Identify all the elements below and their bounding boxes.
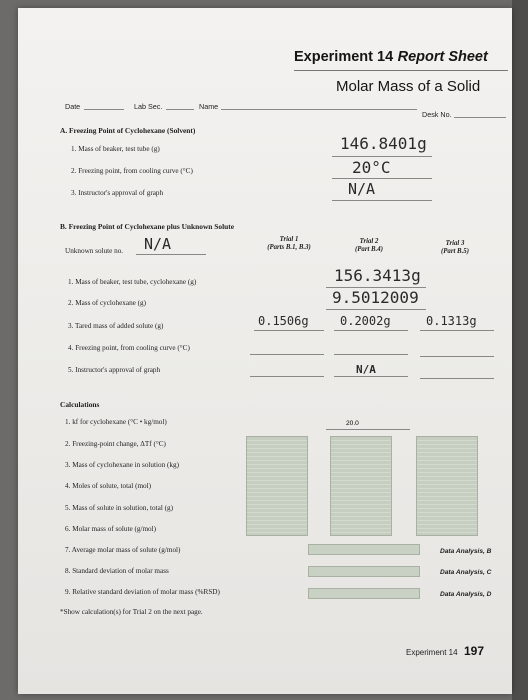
a-item-2-value: 20°C	[352, 158, 391, 177]
a-item-1-line[interactable]	[332, 156, 432, 157]
calc-item-9-label: 9. Relative standard deviation of molar mass (%RSD)	[65, 588, 220, 596]
b-item-2-trial2: 9.5012009	[332, 288, 419, 307]
trial-2-name: Trial 2	[359, 238, 379, 245]
calc-item-6-label: 6. Molar mass of solute (g/mol)	[65, 525, 157, 533]
calc-trial-1-boxes[interactable]	[246, 436, 308, 536]
b-item-3-label: 3. Tared mass of added solute (g)	[68, 322, 164, 330]
calc-item-7-box[interactable]	[308, 544, 420, 555]
name-line[interactable]	[221, 109, 417, 110]
calc-item-1-value: 20.0	[346, 420, 359, 427]
unknown-value: N/A	[144, 235, 172, 253]
page-number: 197	[464, 644, 485, 658]
b-item-3-trial3: 0.1313g	[426, 314, 477, 328]
background-edge	[512, 0, 528, 700]
title-prefix: Experiment 14	[294, 49, 394, 65]
unknown-label: Unknown solute no.	[65, 247, 124, 255]
a-item-3-line[interactable]	[332, 200, 432, 201]
calc-item-7-label: 7. Average molar mass of solute (g/mol)	[65, 546, 181, 554]
b-item-5-line-trial2[interactable]	[334, 376, 408, 377]
calc-item-8-box[interactable]	[308, 566, 420, 577]
footer-label: Experiment 14	[406, 648, 458, 657]
b-item-5-trial2: N/A	[356, 363, 376, 376]
title-suffix: Report Sheet	[397, 49, 488, 65]
report-sheet	[18, 8, 512, 694]
calc-trial-3-boxes[interactable]	[416, 436, 478, 536]
b-item-3-line-trial2[interactable]	[334, 330, 408, 331]
b-item-4-line-trial1[interactable]	[250, 354, 324, 355]
b-item-3-line-trial1[interactable]	[254, 330, 324, 331]
trial-1-name: Trial 1	[279, 236, 299, 243]
b-item-4-line-trial2[interactable]	[334, 354, 408, 355]
b-item-5-label: 5. Instructor's approval of graph	[68, 366, 161, 374]
name-label: Name	[199, 102, 219, 111]
trial-3-header	[420, 240, 490, 256]
b-item-2-line[interactable]	[326, 309, 426, 310]
a-item-1-value: 146.8401g	[340, 134, 427, 153]
a-item-2-line[interactable]	[332, 178, 432, 179]
page-title	[294, 48, 488, 66]
b-item-5-line-trial1[interactable]	[250, 376, 324, 377]
calc-item-4-label: 4. Moles of solute, total (mol)	[65, 482, 152, 490]
section-a-title: A. Freezing Point of Cyclohexane (Solvent)	[60, 126, 196, 135]
calc-item-8-label: 8. Standard deviation of molar mass	[65, 567, 169, 575]
calculations-title: Calculations	[60, 400, 100, 409]
b-item-4-line-trial3[interactable]	[420, 356, 494, 357]
b-item-3-line-trial3[interactable]	[420, 330, 494, 331]
b-item-3-trial1: 0.1506g	[258, 314, 309, 328]
calc-trial-2-boxes[interactable]	[330, 436, 392, 536]
page-subtitle: Molar Mass of a Solid	[336, 78, 481, 95]
calc-item-8-note: Data Analysis, C	[440, 569, 492, 576]
desk-label: Desk No.	[422, 110, 452, 119]
date-label: Date	[65, 102, 81, 111]
a-item-2-label: 2. Freezing point, from cooling curve (°C)	[71, 167, 193, 175]
b-item-5-line-trial3[interactable]	[420, 378, 494, 379]
trial-1-part: (Parts B.1, B.3)	[267, 244, 311, 251]
calc-item-5-label: 5. Mass of solute in solution, total (g)	[65, 504, 174, 512]
a-item-1-label: 1. Mass of beaker, test tube (g)	[71, 145, 160, 153]
trial-3-name: Trial 3	[445, 240, 465, 247]
calc-item-7-note: Data Analysis, B	[440, 548, 492, 555]
b-item-4-label: 4. Freezing point, from cooling curve (°C)	[68, 344, 190, 352]
b-item-3-trial2: 0.2002g	[340, 314, 391, 328]
b-item-1-label: 1. Mass of beaker, test tube, cyclohexane (g)	[68, 278, 197, 286]
calc-item-3-label: 3. Mass of cyclohexane in solution (kg)	[65, 461, 179, 469]
lab-sec-label: Lab Sec.	[134, 102, 163, 111]
trial-2-part: (Part B.4)	[355, 246, 383, 253]
a-item-3-value: N/A	[348, 180, 376, 198]
b-item-2-label: 2. Mass of cyclohexane (g)	[68, 299, 147, 307]
date-line[interactable]	[84, 109, 124, 110]
title-rule	[294, 70, 508, 71]
unknown-line[interactable]	[136, 254, 206, 255]
trial-2-header	[334, 238, 404, 254]
section-b-title: B. Freezing Point of Cyclohexane plus Unknown Solute	[60, 222, 234, 231]
trial-3-part: (Part B.5)	[441, 248, 469, 255]
desk-line[interactable]	[454, 117, 506, 118]
trial-1-header	[254, 236, 324, 252]
calc-item-9-note: Data Analysis, D	[440, 591, 492, 598]
calc-footnote: *Show calculation(s) for Trial 2 on the next page.	[60, 608, 203, 616]
a-item-3-label: 3. Instructor's approval of graph	[71, 189, 164, 197]
calc-item-2-label: 2. Freezing-point change, ΔTf (°C)	[65, 440, 166, 448]
lab-sec-line[interactable]	[166, 109, 194, 110]
calc-item-1-label: 1. kf for cyclohexane (°C • kg/mol)	[65, 418, 167, 426]
calc-item-1-line[interactable]	[326, 429, 410, 430]
calc-item-9-box[interactable]	[308, 588, 420, 599]
b-item-1-trial2: 156.3413g	[334, 266, 421, 285]
